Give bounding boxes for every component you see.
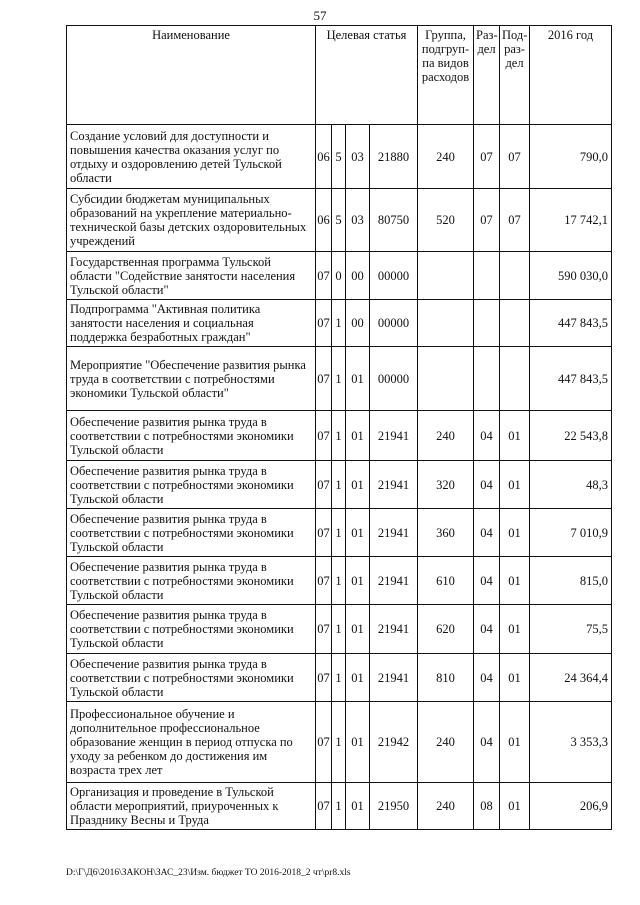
row-subsection: 01 [500,605,530,654]
row-expense-group: 240 [418,411,474,461]
row-subsection: 01 [500,461,530,509]
row-amount: 447 843,5 [530,347,612,411]
row-code-event: 00 [346,300,370,347]
row-section: 04 [474,509,500,557]
table-row [67,654,612,702]
table-row [67,252,612,300]
header-expense-group: Группа, подгруп-па видов расходов [418,26,474,125]
row-name: Государственная программа Тульской области "Содействие занятости населения Тульской области" [67,252,316,300]
row-name: Субсидии бюджетам муниципальных образований на укрепление материально-технической базы детских оздоровительных учреждений [67,189,316,252]
row-code-program: 07 [316,347,332,411]
row-amount: 815,0 [530,557,612,605]
header-name: Наименование [67,26,316,125]
row-name: Создание условий для доступности и повышения качества оказания услуг по отдыху и оздоровлению детей Тульской области [67,125,316,189]
table-row [67,189,612,252]
row-name: Обеспечение развития рынка труда в соответствии с потребностями экономики Тульской области [67,654,316,702]
row-expense-group: 610 [418,557,474,605]
row-subsection: 01 [500,509,530,557]
row-code-program: 07 [316,509,332,557]
row-code-subprogram: 0 [332,252,346,300]
row-name: Подпрограмма "Активная политика занятости населения и социальная поддержка безработных граждан" [67,300,316,347]
row-amount: 206,9 [530,783,612,830]
row-code-subprogram: 1 [332,411,346,461]
row-code-event: 01 [346,702,370,783]
row-section: 04 [474,557,500,605]
row-amount: 22 543,8 [530,411,612,461]
row-section: 07 [474,125,500,189]
table-row [67,411,612,461]
row-amount: 24 364,4 [530,654,612,702]
row-code-event: 01 [346,411,370,461]
row-expense-group: 240 [418,783,474,830]
row-code-event: 01 [346,557,370,605]
row-name: Организация и проведение в Тульской области мероприятий, приуроченных к Празднику Весны и Труда [67,783,316,830]
row-section [474,300,500,347]
table-row [67,509,612,557]
row-amount: 7 010,9 [530,509,612,557]
row-code-program: 06 [316,189,332,252]
row-code-event: 01 [346,509,370,557]
row-expense-group: 360 [418,509,474,557]
header-row [67,26,612,125]
row-code-subprogram: 1 [332,702,346,783]
row-code-subprogram: 1 [332,557,346,605]
row-section: 04 [474,702,500,783]
table-row [67,783,612,830]
row-code-event: 01 [346,783,370,830]
row-code-subprogram: 1 [332,783,346,830]
row-subsection: 01 [500,654,530,702]
row-code-event: 01 [346,605,370,654]
row-code-subprogram: 1 [332,509,346,557]
table-row [67,557,612,605]
header-year: 2016 год [530,26,612,125]
row-expense-group: 620 [418,605,474,654]
row-code-program: 06 [316,125,332,189]
row-amount: 447 843,5 [530,300,612,347]
row-code-program: 07 [316,461,332,509]
row-code-event: 01 [346,347,370,411]
row-code-subprogram: 1 [332,300,346,347]
row-code-event: 03 [346,125,370,189]
row-amount: 590 030,0 [530,252,612,300]
row-code-direction: 21941 [370,411,418,461]
row-code-event: 01 [346,461,370,509]
row-code-direction: 21942 [370,702,418,783]
row-code-direction: 21941 [370,605,418,654]
row-subsection [500,347,530,411]
table-row [67,702,612,783]
row-subsection: 01 [500,702,530,783]
row-expense-group [418,300,474,347]
row-code-subprogram: 5 [332,189,346,252]
row-code-program: 07 [316,557,332,605]
row-code-direction: 00000 [370,347,418,411]
row-code-program: 07 [316,605,332,654]
row-section [474,252,500,300]
row-code-direction: 21950 [370,783,418,830]
row-subsection: 01 [500,411,530,461]
row-subsection: 01 [500,783,530,830]
row-section [474,347,500,411]
row-name: Мероприятие "Обеспечение развития рынка труда в соответствии с потребностями экономики Тульской области" [67,347,316,411]
row-code-direction: 00000 [370,252,418,300]
row-subsection: 07 [500,125,530,189]
row-section: 07 [474,189,500,252]
row-code-event: 01 [346,654,370,702]
table-row [67,605,612,654]
row-section: 04 [474,461,500,509]
row-code-direction: 21941 [370,509,418,557]
row-expense-group: 320 [418,461,474,509]
row-code-subprogram: 1 [332,347,346,411]
row-section: 04 [474,654,500,702]
row-expense-group: 520 [418,189,474,252]
row-code-program: 07 [316,411,332,461]
row-code-direction: 21941 [370,461,418,509]
budget-table [66,25,612,830]
row-amount: 790,0 [530,125,612,189]
row-code-subprogram: 1 [332,605,346,654]
row-amount: 3 353,3 [530,702,612,783]
row-subsection [500,300,530,347]
row-name: Обеспечение развития рынка труда в соответствии с потребностями экономики Тульской области [67,411,316,461]
header-subsection: Под-раз-дел [500,26,530,125]
table-row [67,300,612,347]
row-section: 04 [474,605,500,654]
row-expense-group [418,347,474,411]
row-code-program: 07 [316,252,332,300]
row-name: Обеспечение развития рынка труда в соответствии с потребностями экономики Тульской области [67,605,316,654]
row-section: 08 [474,783,500,830]
row-expense-group: 240 [418,125,474,189]
row-expense-group: 810 [418,654,474,702]
row-code-event: 00 [346,252,370,300]
row-code-program: 07 [316,702,332,783]
row-amount: 48,3 [530,461,612,509]
row-code-subprogram: 5 [332,125,346,189]
row-name: Обеспечение развития рынка труда в соответствии с потребностями экономики Тульской области [67,461,316,509]
row-code-direction: 80750 [370,189,418,252]
row-code-direction: 21880 [370,125,418,189]
header-section: Раз-дел [474,26,500,125]
row-amount: 75,5 [530,605,612,654]
file-path-footer: D:\Г\Д6\2016\ЗАКОН\ЗАС_23\Изм. бюджет ТО 2016-2018_2 чт\pr8.xls [66,868,351,878]
header-target-article: Целевая статья [316,26,418,125]
row-code-direction: 21941 [370,654,418,702]
row-subsection: 07 [500,189,530,252]
row-subsection [500,252,530,300]
row-code-event: 03 [346,189,370,252]
row-code-subprogram: 1 [332,461,346,509]
row-code-program: 07 [316,783,332,830]
row-amount: 17 742,1 [530,189,612,252]
row-code-program: 07 [316,300,332,347]
row-code-program: 07 [316,654,332,702]
row-section: 04 [474,411,500,461]
table-row [67,461,612,509]
row-code-direction: 00000 [370,300,418,347]
row-subsection: 01 [500,557,530,605]
row-name: Профессиональное обучение и дополнительное профессиональное образование женщин в период отпуска по уходу за ребенком до достижения им возраста трех лет [67,702,316,783]
row-code-direction: 21941 [370,557,418,605]
page-number: 57 [313,8,327,23]
row-expense-group [418,252,474,300]
row-name: Обеспечение развития рынка труда в соответствии с потребностями экономики Тульской области [67,509,316,557]
row-expense-group: 240 [418,702,474,783]
table-row [67,125,612,189]
row-name: Обеспечение развития рынка труда в соответствии с потребностями экономики Тульской области [67,557,316,605]
row-code-subprogram: 1 [332,654,346,702]
table-row [67,347,612,411]
